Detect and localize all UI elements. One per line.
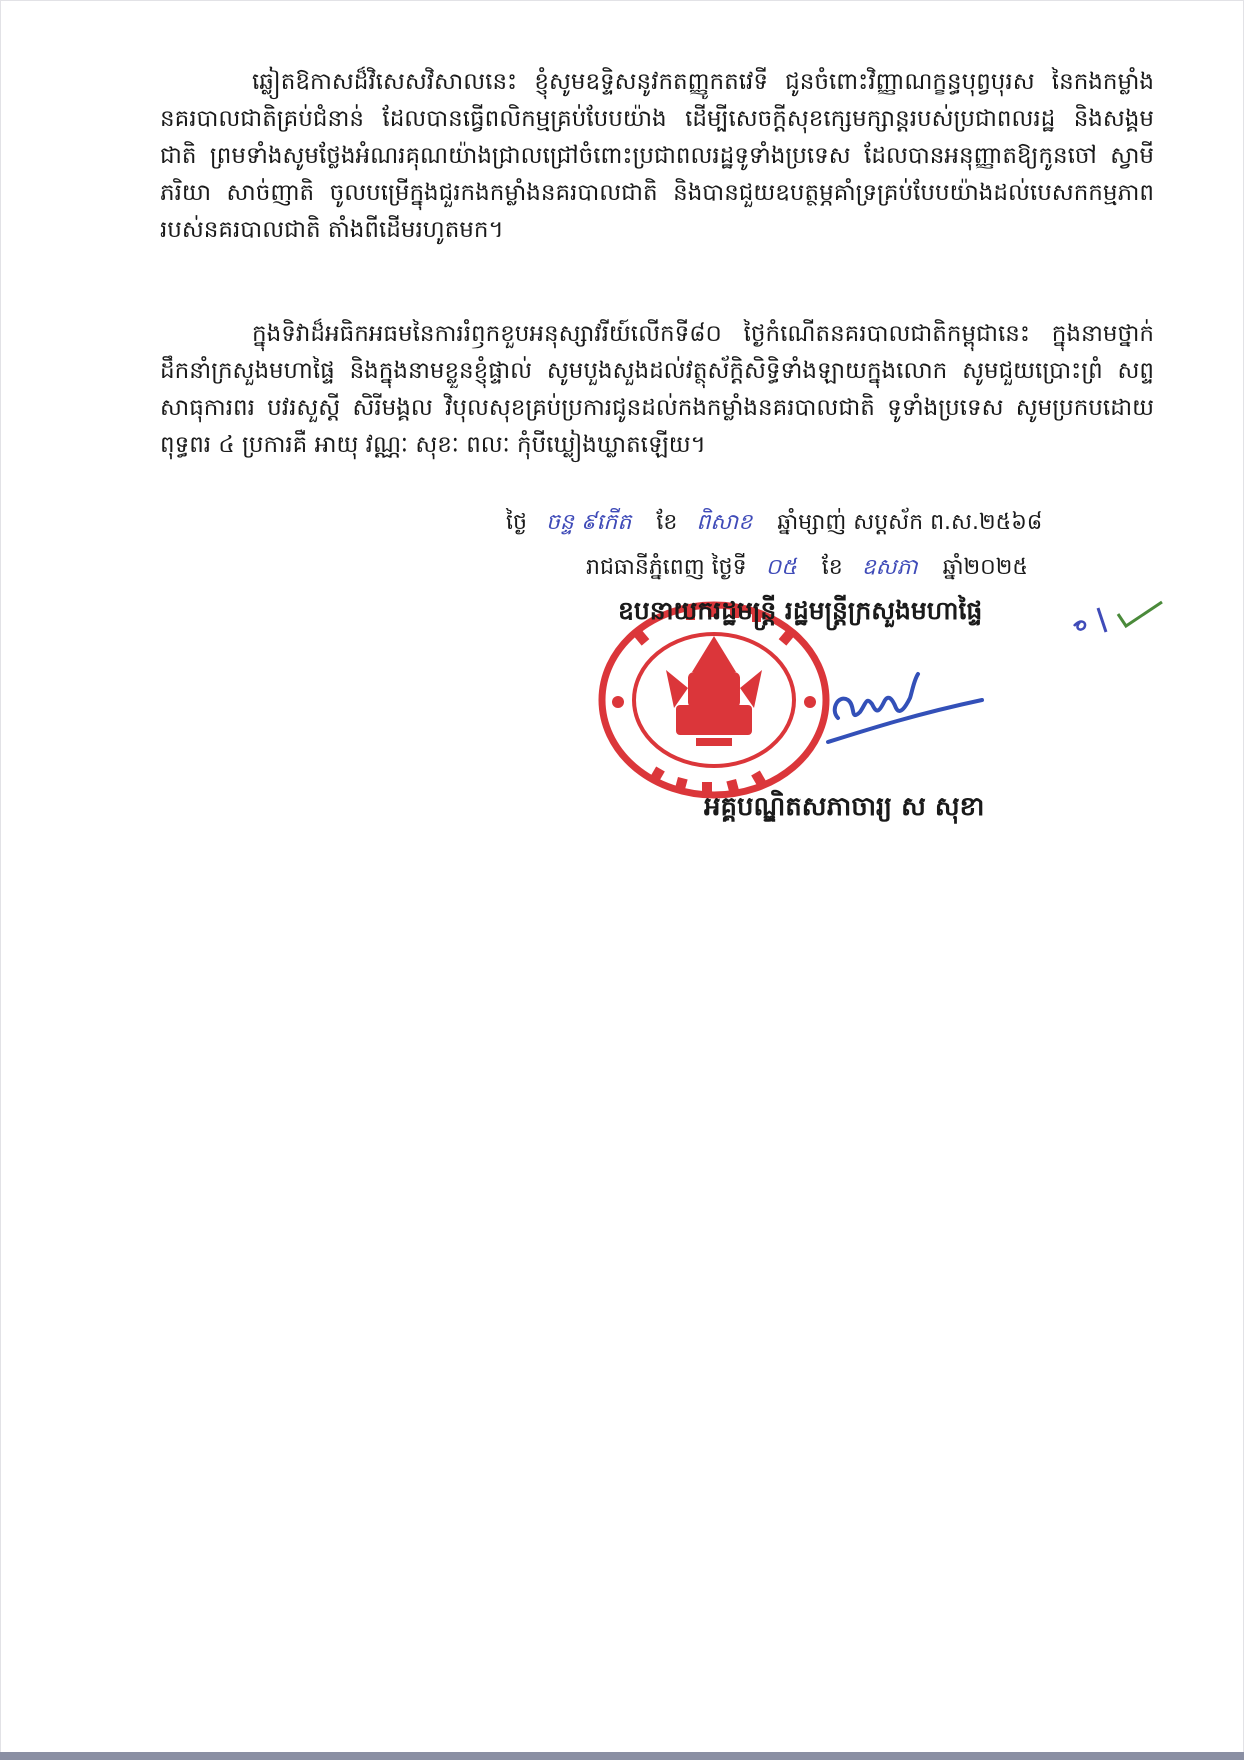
lunar-year: ឆ្នាំម្សាញ់ សប្តស័ក ព.ស.២៥៦៨ — [777, 510, 1043, 535]
lunar-month-prefix: ខែ — [656, 510, 678, 535]
solar-month-handwritten: ឧសភា — [861, 555, 918, 580]
lunar-day-prefix: ថ្ងៃ — [506, 510, 527, 535]
paragraph-tribute — [160, 64, 1154, 249]
signatory-title: ឧបនាយករដ្ឋមន្ត្រី រដ្ឋមន្ត្រីក្រសួងមហាផ្ទៃ — [618, 596, 983, 625]
lunar-date-line — [506, 508, 1042, 538]
handwritten-signature — [826, 670, 986, 750]
signatory-name: អគ្គបណ្ឌិតសភាចារ្យ ស សុខា — [704, 792, 985, 822]
paragraph-tribute-text: ឆ្លៀតឱកាសដ៏វិសេសវិសាលនេះ ខ្ញុំសូមឧទ្ទិសនូវកតញ្ញូកតវេទី ជូនចំពោះវិញ្ញាណក្ខន្ធបុព្វបុរស នៃកងកម្លាំងនគរបាលជាតិគ្រប់ជំនាន់ ដែលបានធ្វើពលិកម្មគ្រប់បែបយ៉ាង ដើម្បីសេចក្ដីសុខក្សេមក្សាន្តរបស់ប្រជាពលរដ្ឋ និងសង្គមជាតិ ព្រមទាំងសូមថ្លែងអំណរគុណយ៉ាងជ្រាលជ្រៅចំពោះប្រជាពលរដ្ឋទូទាំងប្រទេស ដែលបានអនុញ្ញាតឱ្យកូនចៅ ស្វាមី ភរិយា សាច់ញាតិ ចូលបម្រើក្នុងជួរកងកម្លាំងនគរបាលជាតិ និងបានជួយឧបត្ថម្ភគាំទ្រគ្រប់បែបយ៉ាងដល់បេសកកម្មភាពរបស់នគរបាលជាតិ តាំងពីដើមរហូតមក។ — [160, 69, 1154, 243]
paragraph-blessing — [160, 316, 1154, 464]
solar-day-handwritten: ០៥ — [765, 555, 797, 580]
solar-year: ឆ្នាំ២០២៥ — [942, 555, 1028, 580]
paragraph-blessing-text: ក្នុងទិវាដ៏អធិកអធមនៃការរំឭកខួបអនុស្សាវរីយ៍លើកទី៨០ ថ្ងៃកំណើតនគរបាលជាតិកម្ពុជានេះ ក្នុងនាមថ្នាក់ដឹកនាំក្រសួងមហាផ្ទៃ និងក្នុងនាមខ្លួនខ្ញុំផ្ទាល់ សូមបួងសួងដល់វត្ថុស័ក្តិសិទ្ធិទាំងឡាយក្នុងលោក សូមជួយប្រោះព្រំ សព្ទសាធុការពរ បវរសួស្តី សិរីមង្គល វិបុលសុខគ្រប់ប្រការជូនដល់កងកម្លាំងនគរបាលជាតិ ទូទាំងប្រទេស សូមប្រកបដោយពុទ្ធពរ ៤ ប្រការគឺ អាយុ វណ្ណៈ សុខៈ ពលៈ កុំបីឃ្លៀងឃ្លាតឡើយ។ — [160, 321, 1154, 458]
solar-month-prefix: ខែ — [821, 555, 843, 580]
lunar-month-handwritten: ពិសាខ — [696, 510, 753, 535]
solar-date-line — [586, 553, 1028, 583]
scan-edge — [0, 1752, 1244, 1760]
place-prefix: រាជធានីភ្នំពេញ ថ្ងៃទី — [586, 555, 747, 580]
handwritten-initials — [1070, 596, 1170, 636]
lunar-day-handwritten: ចន្ទ ៩កើត — [545, 510, 632, 535]
